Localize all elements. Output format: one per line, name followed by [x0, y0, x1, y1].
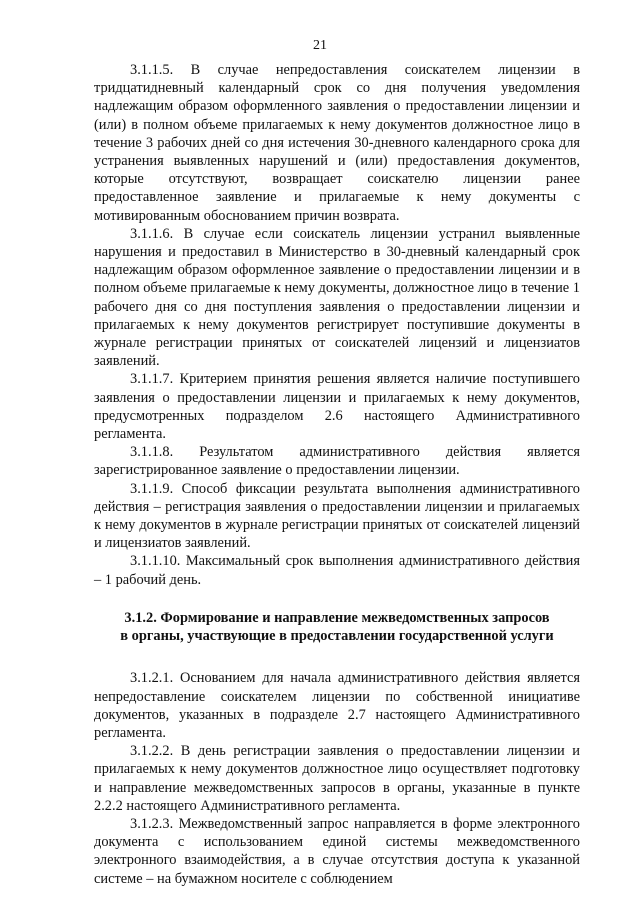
paragraph-3-1-1-8: 3.1.1.8. Результатом административного действия является зарегистрированное заявление о предоставлении лицензии.: [94, 444, 580, 479]
section-heading-line-2: в органы, участвующие в предоставлении государственной услуги: [120, 628, 554, 645]
paragraph-3-1-1-10: 3.1.1.10. Максимальный срок выполнения административного действия – 1 рабочий день.: [94, 553, 580, 588]
paragraph-3-1-2-3: 3.1.2.3. Межведомственный запрос направляется в форме электронного документа с использованием единой системы межведомственного электронного взаимодействия, а в случае отсутствия доступа к указанной системе – на бумажном носителе с соблюдением: [94, 815, 580, 887]
paragraph-3-1-2-1: 3.1.2.1. Основанием для начала административного действия является непредоставление соискателем лицензии по собственной инициативе документов, указанных в подразделе 2.7 настоящего Административного регламента.: [94, 670, 580, 741]
page-content: [94, 61, 580, 888]
paragraph-3-1-2-2: 3.1.2.2. В день регистрации заявления о предоставлении лицензии и прилагаемых к нему документов должностное лицо осуществляет подготовку и направление межведомственных запросов в органы, указанные в пункте 2.2.2 настоящего Административного регламента.: [94, 743, 580, 814]
section-body: [94, 669, 580, 887]
page-number: 21: [313, 38, 327, 53]
section-heading-line-1: 3.1.2. Формирование и направление межведомственных запросов: [124, 609, 550, 626]
paragraph-3-1-1-9: 3.1.1.9. Способ фиксации результата выполнения административного действия – регистрация заявления о предоставлении лицензии и прилагаемых к нему документов в журнале регистрации принятых от соискателей лицензий и лицензиатов заявлений.: [94, 480, 580, 552]
paragraph-3-1-1-7: 3.1.1.7. Критерием принятия решения является наличие поступившего заявления о предоставлении лицензии и прилагаемых к нему документов, предусмотренных подразделом 2.6 настоящего Административного регламента.: [94, 371, 580, 443]
section-heading: [94, 609, 580, 645]
paragraph-3-1-1-5: 3.1.1.5. В случае непредоставления соискателем лицензии в тридцатидневный календарный срок со дня получения уведомления надлежащим образом оформленного заявления о предоставлении лицензии и (или) в полном объеме прилагаемых к нему документов должностное лицо в течение 3 рабочих дней со дня истечения 30-дневного календарного срока для устранения выявленных нарушений и (или) предоставления документов, которые отсутствуют, возвращает соискателю лицензии ранее предоставленное заявление и прилагаемые к нему документы с мотивированным обоснованием причин возврата.: [94, 62, 580, 224]
paragraph-3-1-1-6: 3.1.1.6. В случае если соискатель лицензии устранил выявленные нарушения и предоставил в Министерство в 30-дневный календарный срок надлежащим образом оформленное заявление о предоставлении лицензии и в полном объеме прилагаемые к нему документы, должностное лицо в течение 1 рабочего дня со дня поступления заявления о предоставлении лицензии и прилагаемых к нему документов регистрирует поступившие документы в журнале регистрации принятых от соискателей лицензий и лицензиатов заявлений.: [94, 225, 580, 370]
